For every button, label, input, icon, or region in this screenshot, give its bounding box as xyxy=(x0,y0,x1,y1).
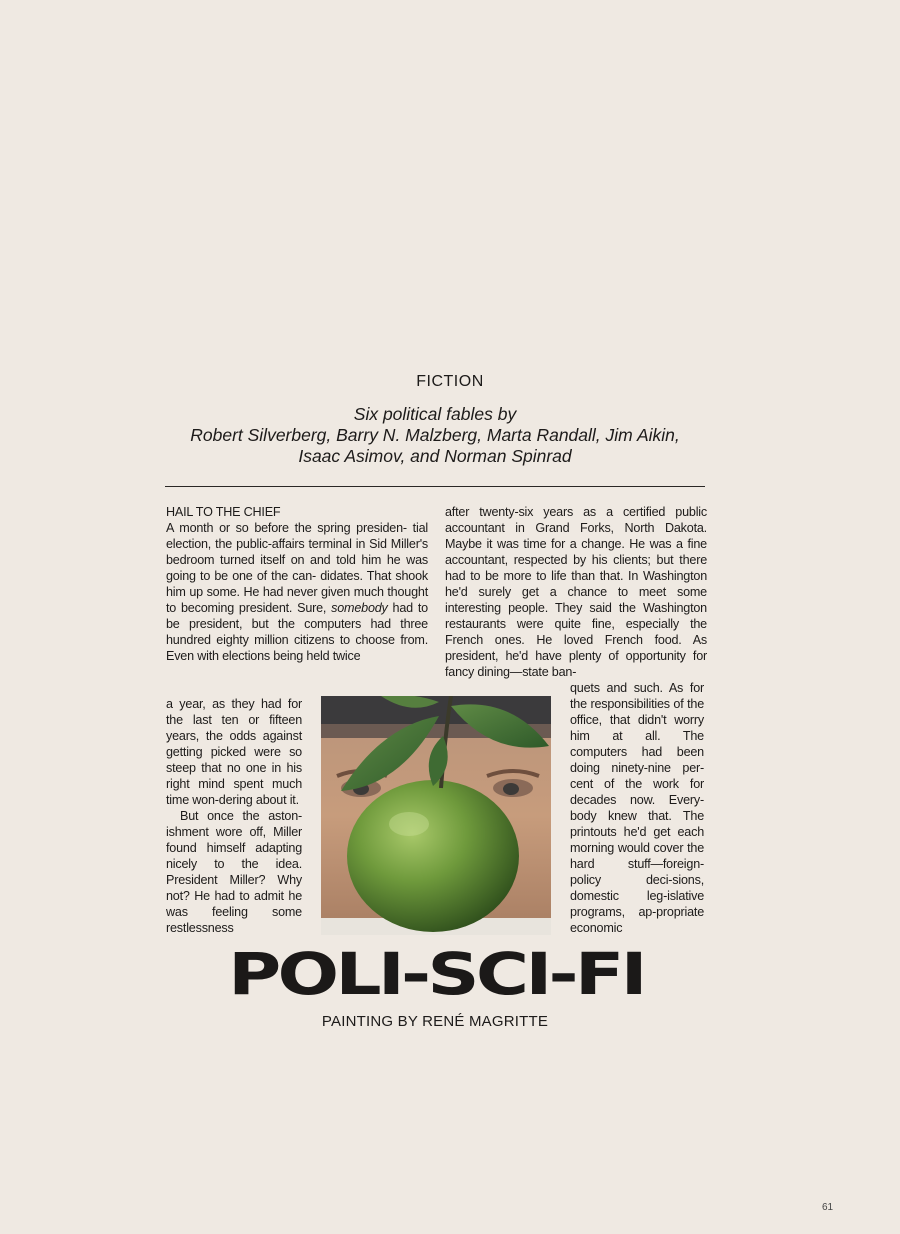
story-paragraph: But once the aston-ishment wore off, Miller found himself adapting nicely to the idea. President Miller? Why not? He had to admit he was feeling some restlessness xyxy=(166,809,302,935)
story-column-left-narrow xyxy=(166,696,302,936)
story-paragraph: a year, as they had for the last ten or fifteen years, the odds against getting picked were so steep that no one in his right mind spent much time won-dering about it. xyxy=(166,697,302,807)
subtitle-line: Six political fables by xyxy=(353,404,517,424)
article-title: POLI-SCI-FI xyxy=(228,940,644,1008)
article-subtitle xyxy=(150,404,720,467)
text-line: had to be xyxy=(166,601,428,631)
text-line: tial election, the public-affairs terminal in xyxy=(166,521,428,551)
subtitle-authors-line: Isaac Asimov, and Norman Spinrad xyxy=(298,446,572,466)
text-line: from. Even with elections being held twice xyxy=(166,633,428,663)
text-line: hundred eighty million citizens to choose xyxy=(166,633,395,647)
story-column-left xyxy=(166,504,428,664)
emphasis-text: somebody xyxy=(331,601,388,615)
story-paragraph: after twenty-six years as a certified public accountant in Grand Forks, North Dakota. Maybe it was time for a change. He was a fine accountant, respected by his clients; but there had to be more to life than that. In Washington he'd surely get a chance to meet some interesting people. They said the Washington restaurants were quite fine, especially the French ones. He loved French food. As president, he'd have plenty of opportunity for fancy dining—state ban- xyxy=(445,505,707,679)
subtitle-authors-line: Robert Silverberg, Barry N. Malzberg, Marta Randall, Jim Aikin, xyxy=(190,425,680,445)
story-column-right-narrow xyxy=(570,680,704,936)
story-heading: HAIL TO THE CHIEF xyxy=(166,505,281,519)
story-column-right xyxy=(445,504,707,680)
section-label: FICTION xyxy=(416,373,484,390)
text-line: told him he was going to be one of the can- xyxy=(166,553,428,583)
magritte-painting-image xyxy=(321,696,551,935)
text-line: president. Sure, xyxy=(238,601,332,615)
text-line: A month or so before the spring presiden- xyxy=(166,521,407,535)
illustration-credit: PAINTING BY RENÉ MAGRITTE xyxy=(321,1013,549,1030)
story-paragraph xyxy=(166,520,428,664)
green-apple-face-illustration xyxy=(321,696,551,935)
story-paragraph: quets and such. As for the responsibilities of the office, that didn't worry him at all. The computers had been doing ninety-nine per-cent of the work for decades now. Every-body knew that. The printouts he'd get each morning would cover the hard stuff—foreign-policy deci-sions, domestic leg-islative programs, ap-propriate economic xyxy=(570,681,704,935)
text-line: didates. That shook him up some. He had xyxy=(166,569,428,599)
text-line: never given much thought to becoming xyxy=(166,585,428,615)
divider-rule xyxy=(165,486,705,487)
page-number: 61 xyxy=(822,1202,834,1213)
text-line: Sid Miller's bedroom turned itself on and xyxy=(166,537,428,567)
text-line: president, but the computers had three xyxy=(188,617,428,631)
